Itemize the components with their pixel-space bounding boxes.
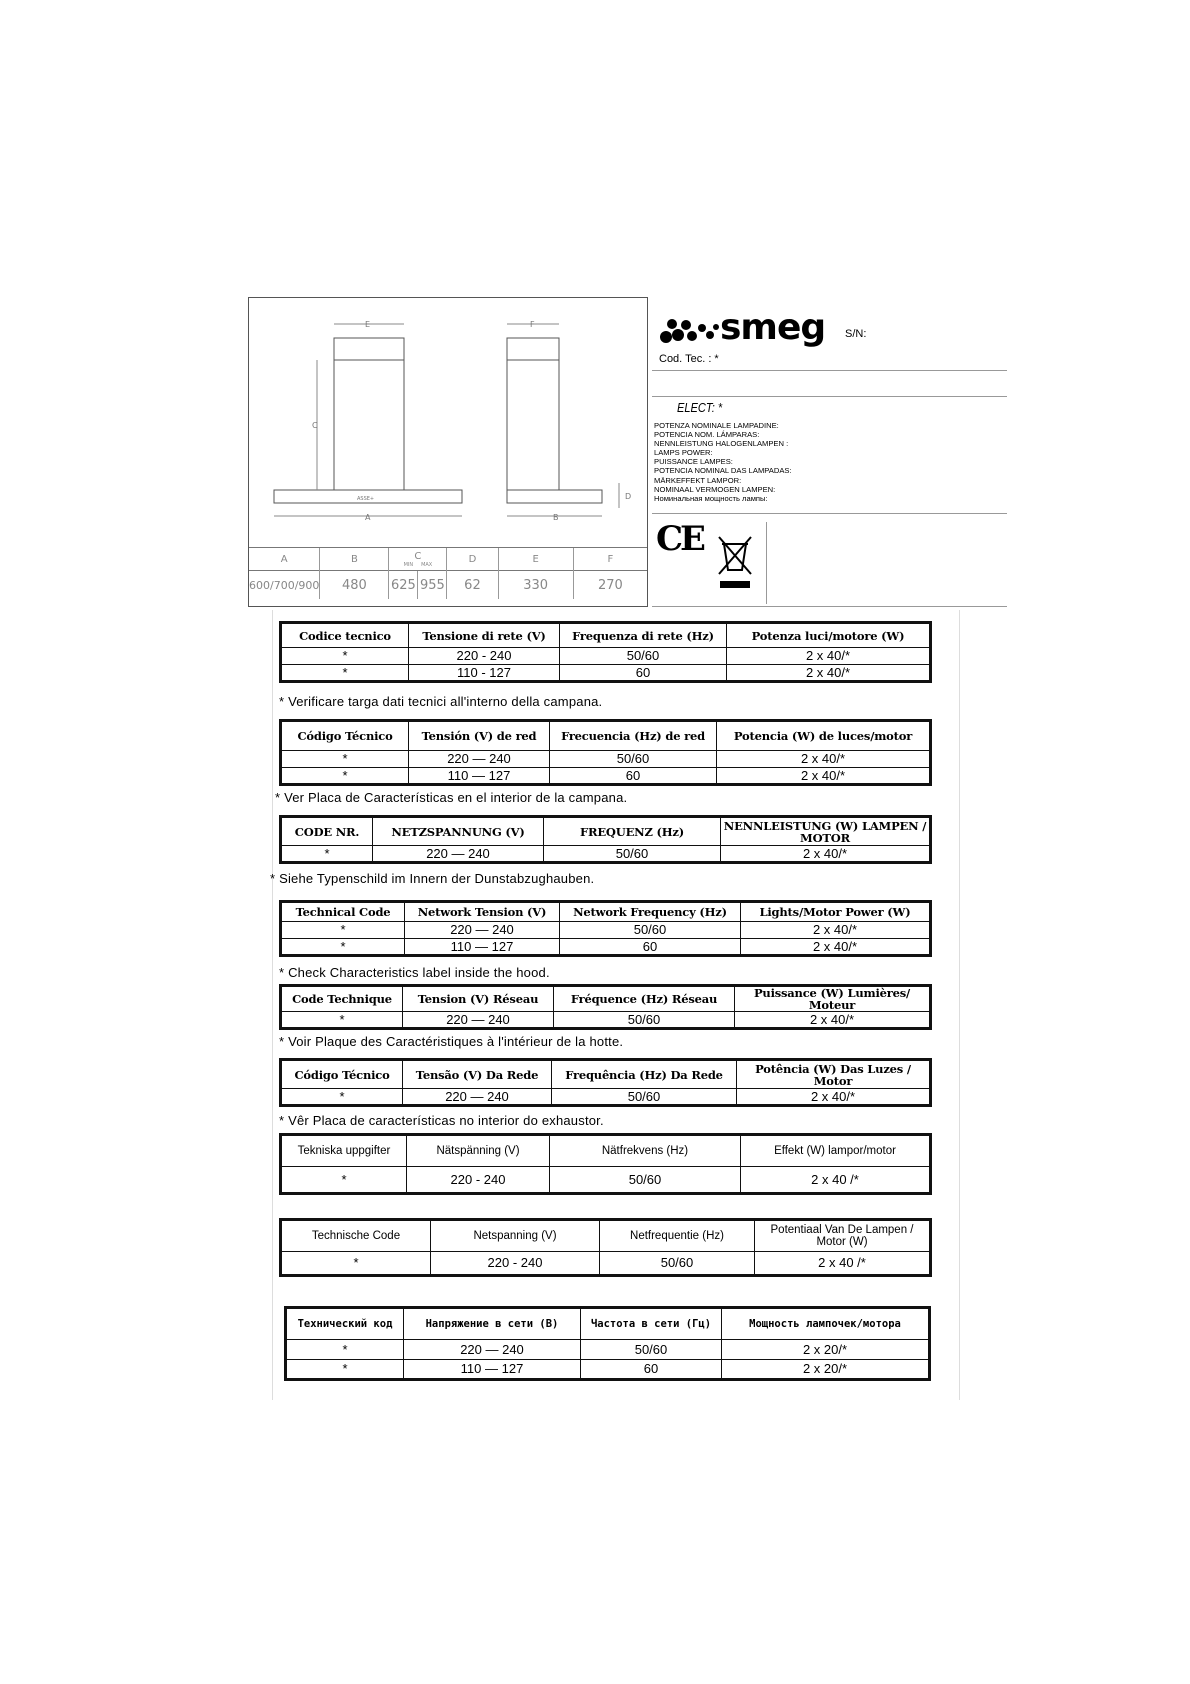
table-row: * 220 — 240 50/60 2 x 40/* xyxy=(281,1012,931,1029)
table-header: Frequenza di rete (Hz) xyxy=(560,623,727,648)
table-header: Network Frequency (Hz) xyxy=(560,902,741,922)
table-header: Tensión (V) de red xyxy=(409,721,550,751)
dim-header: A xyxy=(249,548,320,571)
table-header: Tensione di rete (V) xyxy=(409,623,560,648)
table-header: FREQUENZ (Hz) xyxy=(544,817,721,846)
table-header: Tensão (V) Da Rede xyxy=(403,1060,552,1089)
table-note: * Voir Plaque des Caractéristiques à l'intérieur de la hotte. xyxy=(279,1034,624,1049)
dim-label-f: F xyxy=(530,320,535,329)
divider xyxy=(652,370,1007,371)
table-header: Nätspänning (V) xyxy=(407,1135,550,1167)
dim-header-c: C MIN MAX xyxy=(389,548,447,571)
page-edge xyxy=(272,610,273,1400)
table-header: Puissance (W) Lumières/ Moteur xyxy=(735,986,931,1012)
table-header: Potenza luci/motore (W) xyxy=(727,623,931,648)
dim-value-b: 480 xyxy=(320,571,389,600)
smeg-logo-icon xyxy=(658,315,720,345)
dim-value-a: 600/700/900 xyxy=(249,571,320,600)
table-row: * 110 — 127 60 2 x 40/* xyxy=(281,768,931,785)
spec-table-es xyxy=(279,719,932,786)
dim-value-d: 62 xyxy=(447,571,498,600)
table-header: Tension (V) Réseau xyxy=(403,986,554,1012)
table-header: Frequência (Hz) Da Rede xyxy=(552,1060,737,1089)
table-header: Potência (W) Das Luzes / Motor xyxy=(737,1060,931,1089)
table-header: NENNLEISTUNG (W) LAMPEN / MOTOR xyxy=(721,817,931,846)
table-header: Tekniska uppgifter xyxy=(281,1135,407,1167)
table-header: Напряжение в сети (В) xyxy=(404,1308,581,1340)
table-header: Fréquence (Hz) Réseau xyxy=(554,986,735,1012)
dim-label-e: E xyxy=(365,320,371,329)
dim-label-d: D xyxy=(625,492,632,501)
table-row: * 220 — 240 50/60 2 x 40/* xyxy=(281,846,931,863)
spec-table-pt xyxy=(279,1058,932,1107)
table-header: Lights/Motor Power (W) xyxy=(741,902,931,922)
table-note: * Ver Placa de Características en el interior de la campana. xyxy=(275,790,628,805)
table-note: * Check Characteristics label inside the hood. xyxy=(279,965,550,980)
serial-number-label: S/N: xyxy=(845,328,867,340)
table-header: Network Tension (V) xyxy=(405,902,560,922)
divider xyxy=(652,396,1007,397)
table-header: CODE NR. xyxy=(281,817,373,846)
table-header: Мощность лампочек/мотора xyxy=(722,1308,930,1340)
brand-name: smeg xyxy=(720,307,826,348)
weee-bin-icon xyxy=(714,534,756,592)
dim-label-c: C xyxy=(312,421,318,430)
dim-value-e: 330 xyxy=(498,571,573,600)
table-header: Código Técnico xyxy=(281,721,409,751)
table-header: Technische Code xyxy=(281,1220,431,1252)
divider xyxy=(652,606,1007,607)
table-row: * 220 - 240 50/60 2 x 40 /* xyxy=(281,1167,931,1194)
table-header: Effekt (W) lampor/motor xyxy=(741,1135,931,1167)
table-row: * 220 — 240 50/60 2 x 40/* xyxy=(281,1089,931,1106)
table-header: Código Técnico xyxy=(281,1060,403,1089)
dimension-table xyxy=(249,547,647,599)
table-header: Технический код xyxy=(286,1308,404,1340)
table-header: Potencia (W) de luces/motor xyxy=(717,721,931,751)
spec-table-en xyxy=(279,900,932,957)
elect-label: ELECT: * xyxy=(677,400,723,415)
dim-header: F xyxy=(573,548,647,571)
table-note: * Vêr Placa de características no interior do exhaustor. xyxy=(279,1113,604,1128)
spec-table-de xyxy=(279,815,932,864)
table-row: * 220 — 240 50/60 2 x 40/* xyxy=(281,922,931,939)
table-header: Technical Code xyxy=(281,902,405,922)
ce-mark: CE xyxy=(656,519,703,559)
dim-header: D xyxy=(447,548,498,571)
dim-label-a: A xyxy=(365,513,371,522)
filter-label: ASSE+ xyxy=(357,496,375,502)
spec-table-nl xyxy=(279,1218,932,1277)
dim-value-c-min: 625 xyxy=(389,571,418,600)
dim-label-b: B xyxy=(553,513,559,522)
table-header: Частота в сети (Гц) xyxy=(581,1308,722,1340)
table-row: * 220 — 240 50/60 2 x 20/* xyxy=(286,1340,930,1360)
table-header: Netfrequentie (Hz) xyxy=(600,1220,755,1252)
table-header: Codice tecnico xyxy=(281,623,409,648)
rating-label xyxy=(652,297,1007,607)
table-row: * 220 - 240 50/60 2 x 40 /* xyxy=(281,1252,931,1276)
table-row: * 110 — 127 60 2 x 20/* xyxy=(286,1360,930,1380)
dim-value-c-max: 955 xyxy=(418,571,447,600)
table-row: * 110 - 127 60 2 x 40/* xyxy=(281,665,931,682)
spec-table-sv xyxy=(279,1133,932,1195)
spec-table-it xyxy=(279,621,932,683)
table-note: * Verificare targa dati tecnici all'interno della campana. xyxy=(279,694,603,709)
divider xyxy=(652,513,1007,514)
table-header: Nätfrekvens (Hz) xyxy=(550,1135,741,1167)
dim-header: E xyxy=(498,548,573,571)
dimension-drawing xyxy=(248,297,648,607)
table-note: * Siehe Typenschild im Innern der Dunstabzughauben. xyxy=(270,871,595,886)
dim-value-f: 270 xyxy=(573,571,647,600)
table-row: * 220 - 240 50/60 2 x 40/* xyxy=(281,648,931,665)
page-edge xyxy=(959,610,960,1400)
table-header: NETZSPANNUNG (V) xyxy=(373,817,544,846)
table-header: Frecuencia (Hz) de red xyxy=(550,721,717,751)
table-row: * 220 — 240 50/60 2 x 40/* xyxy=(281,751,931,768)
lamp-power-list: POTENZA NOMINALE LAMPADINE: POTENCIA NOM. LÁMPARAS: NENNLEISTUNG HALOGENLAMPEN : LAMPS POWER: PUISSANCE LAMPES: POTENCIA NOMINAL DAS LAMPADAS: MÄRKEFFEKT LAMPOR: NOMINAAL VERMOGEN LAMPEN: Номинальная мощность лампы: xyxy=(654,421,792,503)
divider xyxy=(766,522,767,604)
dim-header: B xyxy=(320,548,389,571)
table-header: Netspanning (V) xyxy=(431,1220,600,1252)
table-header: Potentiaal Van De Lampen / Motor (W) xyxy=(755,1220,931,1252)
spec-table-ru xyxy=(284,1306,931,1381)
spec-table-fr xyxy=(279,984,932,1030)
hood-line-drawing xyxy=(249,298,647,548)
table-row: * 110 — 127 60 2 x 40/* xyxy=(281,939,931,956)
table-header: Code Technique xyxy=(281,986,403,1012)
technical-code-label: Cod. Tec. : * xyxy=(659,353,719,365)
